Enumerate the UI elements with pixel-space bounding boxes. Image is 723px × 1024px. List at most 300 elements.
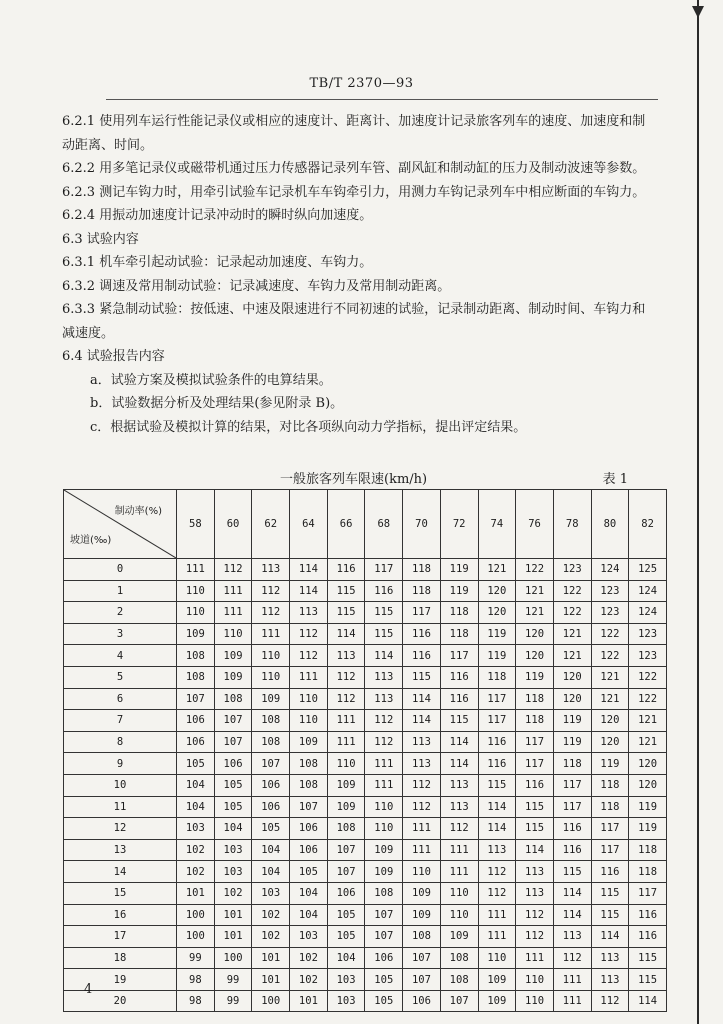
- column-header: 58: [177, 490, 215, 559]
- speed-cell: 115: [365, 602, 403, 624]
- speed-cell: 110: [177, 602, 215, 624]
- speed-cell: 108: [290, 753, 328, 775]
- speed-cell: 120: [478, 580, 516, 602]
- speed-cell: 108: [252, 731, 290, 753]
- speed-cell: 111: [365, 774, 403, 796]
- speed-cell: 109: [403, 904, 441, 926]
- speed-cell: 121: [591, 688, 629, 710]
- speed-cell: 115: [553, 861, 591, 883]
- speed-cell: 105: [327, 926, 365, 948]
- speed-cell: 120: [553, 666, 591, 688]
- speed-cell: 116: [327, 559, 365, 581]
- grade-cell: 2: [64, 602, 177, 624]
- speed-cell: 116: [440, 688, 478, 710]
- speed-cell: 111: [365, 753, 403, 775]
- speed-cell: 118: [553, 753, 591, 775]
- speed-cell: 114: [591, 926, 629, 948]
- speed-cell: 107: [403, 969, 441, 991]
- speed-cell: 98: [177, 969, 215, 991]
- table-header-row: [64, 490, 667, 559]
- speed-cell: 120: [629, 753, 667, 775]
- speed-cell: 117: [440, 645, 478, 667]
- grade-cell: 20: [64, 990, 177, 1012]
- speed-cell: 111: [403, 818, 441, 840]
- speed-cell: 116: [403, 645, 441, 667]
- speed-cell: 118: [403, 580, 441, 602]
- speed-cell: 117: [365, 559, 403, 581]
- speed-cell: 110: [177, 580, 215, 602]
- speed-cell: 110: [440, 904, 478, 926]
- speed-cell: 117: [403, 602, 441, 624]
- grade-cell: 14: [64, 861, 177, 883]
- speed-cell: 110: [214, 623, 252, 645]
- speed-cell: 111: [478, 904, 516, 926]
- grade-cell: 7: [64, 710, 177, 732]
- speed-cell: 117: [591, 818, 629, 840]
- speed-cell: 104: [327, 947, 365, 969]
- speed-cell: 112: [403, 796, 441, 818]
- speed-cell: 109: [177, 623, 215, 645]
- speed-cell: 115: [403, 666, 441, 688]
- speed-cell: 120: [553, 688, 591, 710]
- speed-cell: 102: [177, 861, 215, 883]
- speed-cell: 106: [177, 710, 215, 732]
- speed-cell: 105: [177, 753, 215, 775]
- speed-cell: 115: [478, 774, 516, 796]
- speed-cell: 113: [591, 947, 629, 969]
- table-corner-cell: [64, 490, 177, 559]
- speed-cell: 116: [553, 839, 591, 861]
- speed-cell: 122: [629, 666, 667, 688]
- speed-cell: 116: [478, 731, 516, 753]
- speed-cell: 109: [327, 774, 365, 796]
- speed-cell: 113: [440, 774, 478, 796]
- speed-cell: 122: [629, 688, 667, 710]
- table-row: [64, 666, 667, 688]
- list-item-b: b．试验数据分析及处理结果(参见附录 B)。: [90, 396, 344, 411]
- speed-cell: 105: [365, 990, 403, 1012]
- speed-cell: 112: [440, 818, 478, 840]
- speed-cell: 102: [290, 969, 328, 991]
- speed-cell: 107: [440, 990, 478, 1012]
- speed-cell: 103: [290, 926, 328, 948]
- speed-cell: 116: [553, 818, 591, 840]
- paragraph-6-2-4: 6.2.4 用振动加速度计记录冲动时的瞬时纵向加速度。: [62, 208, 373, 223]
- speed-cell: 104: [290, 904, 328, 926]
- speed-cell: 118: [478, 666, 516, 688]
- speed-cell: 109: [327, 796, 365, 818]
- speed-cell: 113: [403, 731, 441, 753]
- speed-cell: 101: [290, 990, 328, 1012]
- speed-cell: 121: [478, 559, 516, 581]
- grade-cell: 1: [64, 580, 177, 602]
- speed-cell: 107: [365, 926, 403, 948]
- speed-cell: 108: [440, 947, 478, 969]
- speed-cell: 100: [177, 904, 215, 926]
- table-row: [64, 602, 667, 624]
- speed-cell: 119: [440, 559, 478, 581]
- speed-cell: 121: [629, 731, 667, 753]
- speed-cell: 112: [290, 645, 328, 667]
- speed-cell: 108: [214, 688, 252, 710]
- table-row: [64, 904, 667, 926]
- speed-cell: 111: [252, 623, 290, 645]
- grade-cell: 18: [64, 947, 177, 969]
- speed-cell: 104: [252, 839, 290, 861]
- speed-cell: 117: [553, 796, 591, 818]
- speed-cell: 113: [327, 645, 365, 667]
- speed-cell: 117: [629, 882, 667, 904]
- speed-cell: 117: [478, 710, 516, 732]
- speed-cell: 116: [516, 774, 554, 796]
- speed-cell: 112: [478, 882, 516, 904]
- speed-cell: 117: [553, 774, 591, 796]
- speed-cell: 121: [629, 710, 667, 732]
- table-row: [64, 947, 667, 969]
- grade-label: 坡道(‰): [70, 535, 112, 546]
- table-row: [64, 645, 667, 667]
- speed-cell: 105: [252, 818, 290, 840]
- paragraph-6-3-2: 6.3.2 调速及常用制动试验：记录减速度、车钩力及常用制动距离。: [62, 278, 451, 294]
- speed-cell: 109: [478, 969, 516, 991]
- speed-limit-table: [63, 489, 667, 1012]
- speed-cell: 123: [591, 602, 629, 624]
- speed-cell: 119: [591, 753, 629, 775]
- speed-cell: 113: [478, 839, 516, 861]
- speed-cell: 110: [516, 990, 554, 1012]
- speed-cell: 109: [214, 645, 252, 667]
- speed-cell: 107: [327, 839, 365, 861]
- column-header: 66: [327, 490, 365, 559]
- table-caption: [62, 468, 658, 488]
- speed-cell: 115: [591, 882, 629, 904]
- header-rule: [106, 99, 658, 100]
- speed-cell: 122: [553, 602, 591, 624]
- table-row: [64, 753, 667, 775]
- grade-cell: 3: [64, 623, 177, 645]
- speed-cell: 102: [252, 926, 290, 948]
- speed-cell: 123: [629, 623, 667, 645]
- speed-cell: 115: [629, 947, 667, 969]
- speed-cell: 109: [478, 990, 516, 1012]
- speed-cell: 121: [516, 580, 554, 602]
- speed-cell: 118: [629, 839, 667, 861]
- heading-6-3: 6.3 试验内容: [62, 231, 139, 247]
- speed-cell: 106: [365, 947, 403, 969]
- speed-cell: 114: [403, 688, 441, 710]
- list-item-c: c．根据试验及模拟计算的结果，对比各项纵向动力学指标，提出评定结果。: [90, 419, 527, 435]
- speed-cell: 118: [440, 602, 478, 624]
- speed-cell: 104: [290, 882, 328, 904]
- speed-cell: 114: [478, 818, 516, 840]
- speed-cell: 111: [440, 839, 478, 861]
- paragraph-6-3-1: 6.3.1 机车牵引起动试验：记录起动加速度、车钩力。: [62, 255, 373, 270]
- speed-cell: 119: [440, 580, 478, 602]
- speed-cell: 115: [365, 623, 403, 645]
- speed-cell: 108: [177, 666, 215, 688]
- column-header: 68: [365, 490, 403, 559]
- grade-cell: 19: [64, 969, 177, 991]
- speed-cell: 123: [553, 559, 591, 581]
- speed-cell: 115: [327, 602, 365, 624]
- speed-cell: 105: [365, 969, 403, 991]
- speed-cell: 103: [214, 839, 252, 861]
- speed-cell: 118: [591, 774, 629, 796]
- speed-cell: 111: [327, 731, 365, 753]
- speed-cell: 113: [403, 753, 441, 775]
- speed-cell: 114: [553, 882, 591, 904]
- speed-cell: 107: [214, 731, 252, 753]
- standard-number: TB/T 2370—93: [309, 76, 414, 91]
- speed-cell: 112: [252, 580, 290, 602]
- speed-cell: 107: [252, 753, 290, 775]
- speed-cell: 115: [440, 710, 478, 732]
- speed-cell: 114: [553, 904, 591, 926]
- speed-cell: 111: [440, 861, 478, 883]
- speed-cell: 124: [629, 602, 667, 624]
- speed-cell: 120: [516, 645, 554, 667]
- table-row: [64, 688, 667, 710]
- speed-cell: 114: [327, 623, 365, 645]
- speed-cell: 103: [214, 861, 252, 883]
- table-row: [64, 623, 667, 645]
- speed-cell: 101: [252, 947, 290, 969]
- speed-cell: 106: [290, 839, 328, 861]
- column-header: 62: [252, 490, 290, 559]
- speed-cell: 106: [252, 774, 290, 796]
- table-row: [64, 580, 667, 602]
- table-number: 表 1: [602, 472, 628, 487]
- speed-cell: 119: [553, 710, 591, 732]
- speed-cell: 107: [403, 947, 441, 969]
- speed-cell: 112: [252, 602, 290, 624]
- speed-cell: 111: [516, 947, 554, 969]
- table-row: [64, 926, 667, 948]
- speed-cell: 110: [365, 818, 403, 840]
- grade-cell: 5: [64, 666, 177, 688]
- speed-cell: 118: [516, 688, 554, 710]
- speed-cell: 113: [516, 861, 554, 883]
- speed-cell: 107: [327, 861, 365, 883]
- speed-cell: 119: [629, 818, 667, 840]
- speed-cell: 105: [290, 861, 328, 883]
- speed-cell: 108: [177, 645, 215, 667]
- speed-cell: 110: [290, 710, 328, 732]
- speed-cell: 107: [290, 796, 328, 818]
- speed-cell: 113: [553, 926, 591, 948]
- speed-cell: 104: [177, 796, 215, 818]
- speed-cell: 113: [365, 666, 403, 688]
- speed-cell: 117: [516, 753, 554, 775]
- speed-cell: 110: [440, 882, 478, 904]
- page-number: 4: [84, 982, 93, 997]
- binding-line: [697, 0, 699, 1024]
- speed-cell: 121: [553, 623, 591, 645]
- speed-cell: 109: [365, 861, 403, 883]
- speed-cell: 114: [440, 753, 478, 775]
- speed-cell: 114: [629, 990, 667, 1012]
- speed-cell: 106: [327, 882, 365, 904]
- speed-cell: 99: [214, 969, 252, 991]
- grade-cell: 17: [64, 926, 177, 948]
- speed-cell: 113: [252, 559, 290, 581]
- speed-cell: 99: [214, 990, 252, 1012]
- speed-cell: 113: [591, 969, 629, 991]
- speed-cell: 124: [591, 559, 629, 581]
- speed-cell: 111: [290, 666, 328, 688]
- speed-cell: 98: [177, 990, 215, 1012]
- speed-cell: 102: [252, 904, 290, 926]
- speed-cell: 107: [214, 710, 252, 732]
- speed-cell: 108: [252, 710, 290, 732]
- speed-cell: 119: [629, 796, 667, 818]
- speed-cell: 111: [327, 710, 365, 732]
- column-header: 76: [516, 490, 554, 559]
- speed-cell: 104: [177, 774, 215, 796]
- speed-cell: 112: [365, 731, 403, 753]
- speed-cell: 114: [290, 559, 328, 581]
- speed-cell: 107: [365, 904, 403, 926]
- speed-cell: 114: [440, 731, 478, 753]
- table-row: [64, 774, 667, 796]
- speed-cell: 106: [177, 731, 215, 753]
- column-header: 74: [478, 490, 516, 559]
- speed-cell: 122: [591, 645, 629, 667]
- speed-cell: 102: [290, 947, 328, 969]
- speed-cell: 124: [629, 580, 667, 602]
- speed-cell: 110: [478, 947, 516, 969]
- speed-cell: 116: [591, 861, 629, 883]
- speed-cell: 105: [214, 796, 252, 818]
- speed-cell: 102: [214, 882, 252, 904]
- grade-cell: 6: [64, 688, 177, 710]
- grade-cell: 13: [64, 839, 177, 861]
- grade-cell: 16: [64, 904, 177, 926]
- speed-cell: 103: [252, 882, 290, 904]
- speed-cell: 109: [403, 882, 441, 904]
- speed-cell: 99: [177, 947, 215, 969]
- speed-cell: 114: [516, 839, 554, 861]
- speed-cell: 122: [516, 559, 554, 581]
- speed-cell: 107: [177, 688, 215, 710]
- speed-cell: 112: [553, 947, 591, 969]
- table-row: [64, 882, 667, 904]
- body-text: [62, 110, 658, 439]
- speed-cell: 104: [252, 861, 290, 883]
- speed-cell: 109: [440, 926, 478, 948]
- speed-cell: 104: [214, 818, 252, 840]
- speed-cell: 118: [440, 623, 478, 645]
- speed-cell: 118: [403, 559, 441, 581]
- speed-cell: 114: [403, 710, 441, 732]
- paragraph-6-2-1: 6.2.1 使用列车运行性能记录仪或相应的速度计、距离计、加速度计记录旅客列车的速度、加速度和制动距离、时间。: [62, 114, 646, 153]
- speed-cell: 110: [290, 688, 328, 710]
- speed-cell: 113: [516, 882, 554, 904]
- speed-cell: 121: [516, 602, 554, 624]
- grade-cell: 4: [64, 645, 177, 667]
- speed-cell: 106: [290, 818, 328, 840]
- speed-cell: 105: [327, 904, 365, 926]
- speed-cell: 113: [290, 602, 328, 624]
- column-header: 72: [440, 490, 478, 559]
- table-row: [64, 990, 667, 1012]
- grade-cell: 15: [64, 882, 177, 904]
- speed-cell: 118: [516, 710, 554, 732]
- paragraph-6-3-3: 6.3.3 紧急制动试验：按低速、中速及限速进行不同初速的试验，记录制动距离、制动时间、车钩力和减速度。: [62, 302, 646, 341]
- speed-cell: 120: [591, 710, 629, 732]
- speed-cell: 103: [177, 818, 215, 840]
- speed-cell: 111: [553, 969, 591, 991]
- grade-cell: 10: [64, 774, 177, 796]
- speed-cell: 117: [478, 688, 516, 710]
- speed-cell: 122: [591, 623, 629, 645]
- speed-cell: 125: [629, 559, 667, 581]
- column-header: 80: [591, 490, 629, 559]
- speed-cell: 123: [629, 645, 667, 667]
- corner-diagonal: [64, 490, 176, 558]
- speed-cell: 112: [214, 559, 252, 581]
- grade-cell: 11: [64, 796, 177, 818]
- table-row: [64, 839, 667, 861]
- speed-cell: 111: [478, 926, 516, 948]
- speed-cell: 118: [629, 861, 667, 883]
- speed-cell: 116: [403, 623, 441, 645]
- speed-cell: 108: [365, 882, 403, 904]
- speed-cell: 113: [365, 688, 403, 710]
- speed-cell: 109: [290, 731, 328, 753]
- table-row: [64, 731, 667, 753]
- speed-cell: 110: [365, 796, 403, 818]
- speed-cell: 111: [214, 580, 252, 602]
- speed-cell: 100: [252, 990, 290, 1012]
- speed-cell: 123: [591, 580, 629, 602]
- speed-cell: 120: [516, 623, 554, 645]
- grade-cell: 12: [64, 818, 177, 840]
- speed-cell: 112: [290, 623, 328, 645]
- speed-cell: 105: [214, 774, 252, 796]
- speed-cell: 108: [403, 926, 441, 948]
- speed-cell: 109: [214, 666, 252, 688]
- speed-cell: 112: [478, 861, 516, 883]
- speed-cell: 112: [591, 990, 629, 1012]
- speed-cell: 120: [629, 774, 667, 796]
- grade-cell: 0: [64, 559, 177, 581]
- speed-cell: 111: [403, 839, 441, 861]
- speed-cell: 101: [252, 969, 290, 991]
- speed-cell: 119: [478, 645, 516, 667]
- speed-cell: 110: [252, 645, 290, 667]
- speed-cell: 112: [516, 926, 554, 948]
- speed-cell: 108: [440, 969, 478, 991]
- speed-cell: 110: [516, 969, 554, 991]
- speed-cell: 115: [327, 580, 365, 602]
- speed-cell: 106: [214, 753, 252, 775]
- speed-cell: 120: [591, 731, 629, 753]
- speed-cell: 116: [478, 753, 516, 775]
- speed-cell: 116: [629, 904, 667, 926]
- speed-cell: 112: [327, 666, 365, 688]
- speed-cell: 111: [177, 559, 215, 581]
- speed-cell: 114: [478, 796, 516, 818]
- speed-cell: 112: [516, 904, 554, 926]
- speed-cell: 102: [177, 839, 215, 861]
- table-row: [64, 796, 667, 818]
- speed-cell: 119: [516, 666, 554, 688]
- list-item-a: a．试验方案及模拟试验条件的电算结果。: [90, 372, 332, 388]
- speed-cell: 117: [516, 731, 554, 753]
- speed-cell: 111: [214, 602, 252, 624]
- speed-cell: 115: [591, 904, 629, 926]
